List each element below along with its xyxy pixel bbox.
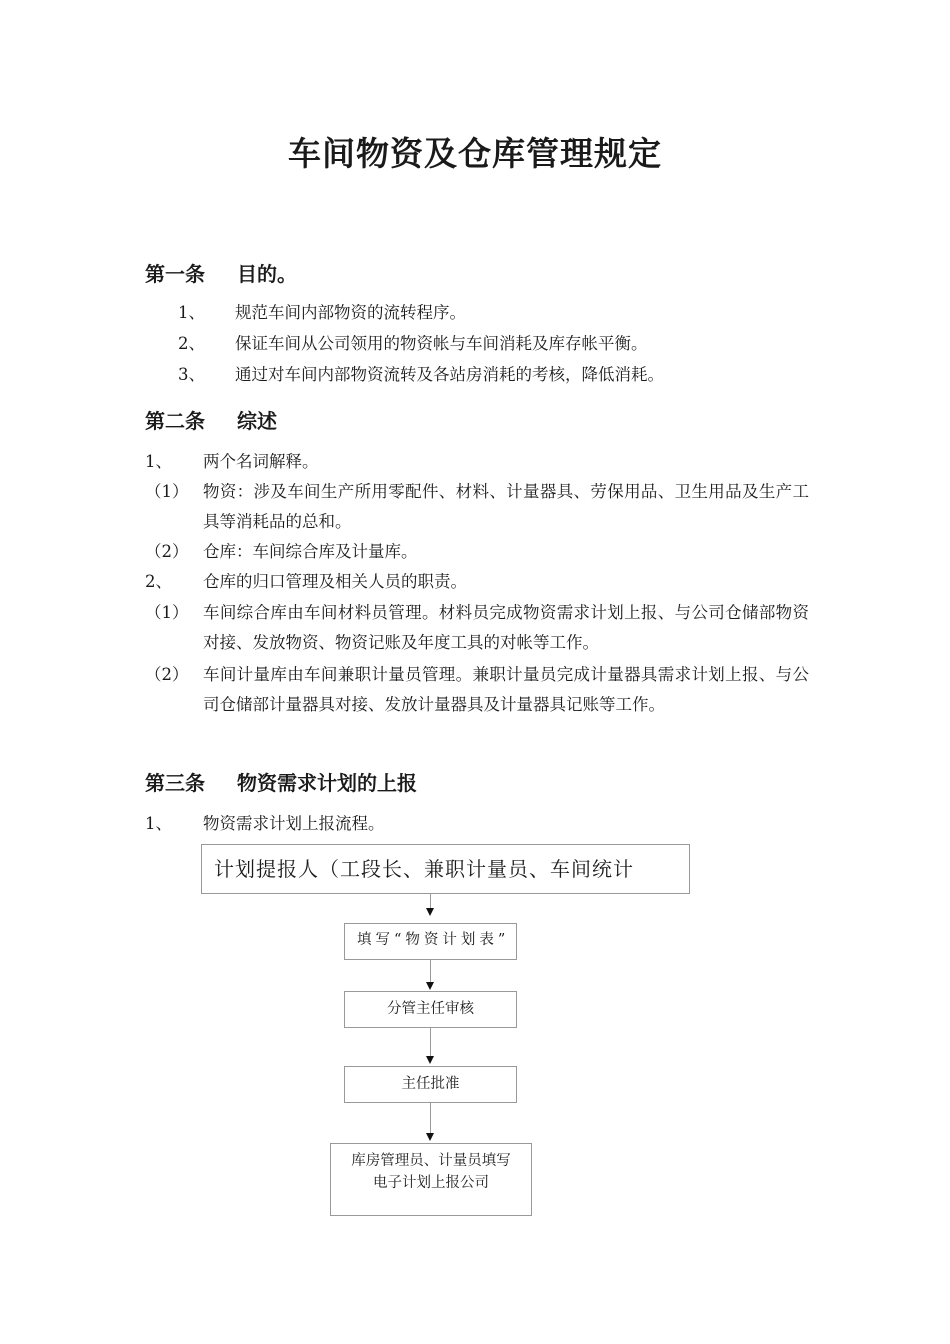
item-marker: 3、 (178, 365, 205, 384)
flow-step-fill-form: 填写“物资计划表” (344, 923, 517, 960)
section-2-heading (145, 405, 277, 434)
item-text: 规范车间内部物资的流转程序。 (235, 303, 466, 322)
section-2-item-1: 两个名词解释。 (203, 452, 319, 471)
item-text: 保证车间从公司领用的物资帐与车间消耗及库存帐平衡。 (235, 334, 648, 353)
section-1-number: 第一条 (145, 262, 205, 286)
item-marker: （2） (145, 542, 189, 561)
section-2-item-1-1: 物资：涉及车间生产所用零配件、材料、计量器具、劳保用品、卫生用品及生产工具等消耗品的总和。 (203, 482, 809, 531)
section-2-number: 第二条 (145, 409, 205, 433)
arrow-down-icon (426, 1133, 434, 1141)
item-marker: （1） (145, 482, 189, 501)
flow-step-upload: 库房管理员、计量员填写电子计划上报公司 (330, 1143, 532, 1216)
section-3-number: 第三条 (145, 771, 205, 795)
arrow-down-icon (426, 982, 434, 990)
section-1-item-2 (178, 329, 648, 359)
item-marker: 2、 (145, 572, 172, 591)
flow-step-submitter: 计划提报人（工段长、兼职计量员、车间统计 (201, 844, 690, 894)
flow-step-approve: 主任批准 (344, 1066, 517, 1103)
section-2-item-2: 仓库的归口管理及相关人员的职责。 (203, 572, 467, 591)
flow-connector (430, 960, 431, 982)
arrow-down-icon (426, 1056, 434, 1064)
section-3-item-1: 物资需求计划上报流程。 (203, 814, 385, 833)
section-2-title: 综述 (237, 409, 277, 433)
item-marker: 1、 (178, 303, 205, 322)
section-1-item-1 (178, 298, 466, 328)
flow-connector (430, 1028, 431, 1056)
section-1-heading (145, 258, 297, 287)
section-1-item-3 (178, 360, 664, 390)
item-marker: 1、 (145, 814, 172, 833)
item-text: 通过对车间内部物资流转及各站房消耗的考核，降低消耗。 (235, 365, 664, 384)
section-3-title: 物资需求计划的上报 (237, 771, 417, 795)
item-marker: （1） (145, 603, 189, 622)
section-2-item-1-2: 仓库：车间综合库及计量库。 (203, 542, 418, 561)
item-marker: （2） (145, 665, 189, 684)
arrow-down-icon (426, 908, 434, 916)
section-2-item-2-2: 车间计量库由车间兼职计量员管理。兼职计量员完成计量器具需求计划上报、与公司仓储部计量器具对接、发放计量器具及计量器具记账等工作。 (203, 665, 809, 714)
section-2-item-2-1: 车间综合库由车间材料员管理。材料员完成物资需求计划上报、与公司仓储部物资对接、发放物资、物资记账及年度工具的对帐等工作。 (203, 603, 809, 652)
document-title: 车间物资及仓库管理规定 (288, 134, 662, 173)
item-marker: 1、 (145, 452, 172, 471)
item-marker: 2、 (178, 334, 205, 353)
section-3-heading (145, 767, 417, 796)
flow-connector (430, 894, 431, 908)
flow-connector (430, 1103, 431, 1133)
flow-step-review: 分管主任审核 (344, 991, 517, 1028)
section-1-title: 目的。 (237, 262, 297, 286)
